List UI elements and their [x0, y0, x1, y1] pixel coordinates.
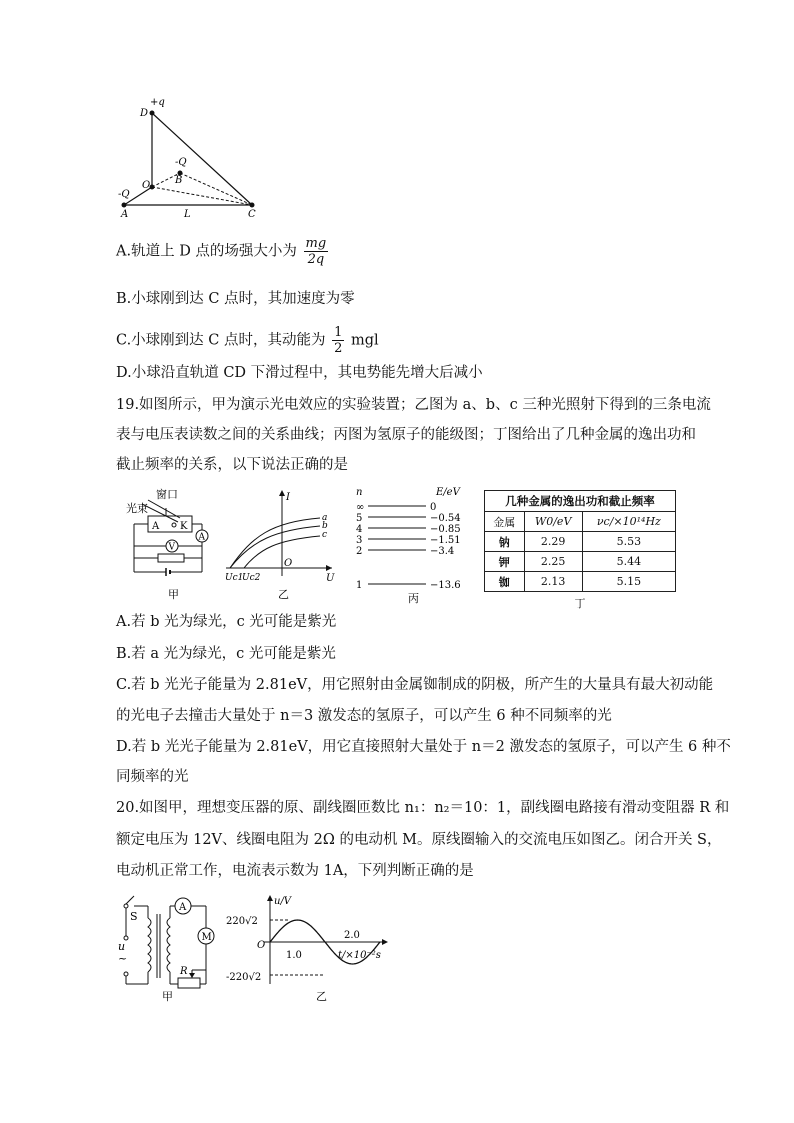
metal-table [484, 511, 676, 592]
work-function: 2.29 [524, 532, 582, 552]
fraction-denominator: 2q [307, 252, 325, 267]
figure-q19-jia-photoelectric-circuit [122, 486, 222, 604]
q19-option-d-line-2: 同频率的光 [116, 769, 189, 785]
cutoff-frequency: 5.15 [582, 572, 675, 592]
label-window: 窗口 [156, 488, 178, 501]
table-row [485, 532, 676, 552]
label-u: u [118, 940, 126, 953]
header-n: n [356, 487, 363, 498]
work-function: 2.13 [524, 572, 582, 592]
energy-level-n: 2 [356, 546, 363, 557]
label-D: D [140, 108, 149, 119]
q20-stem-line-2: 额定电压为 12V、线圈电阻为 2Ω 的电动机 M。原线圈输入的交流电压如图乙。闭合开关 S， [116, 832, 722, 848]
fraction-numerator: 1 [334, 325, 343, 340]
ammeter-label: A [179, 902, 187, 913]
cutoff-frequency: 5.53 [582, 532, 675, 552]
q19-stem-line-2: 表与电压表读数之间的关系曲线；丙图为氢原子的能级图；丁图给出了几种金属的逸出功和 [116, 427, 696, 443]
axis-label-U: U [326, 573, 335, 584]
label-ac-tilde: ~ [118, 952, 128, 965]
label-minus-Q-B: -Q [175, 157, 187, 168]
fraction-numerator: mg [305, 236, 327, 251]
metal-table-header: 金属 [485, 512, 525, 532]
tick-label-ymin: -220√2 [226, 972, 262, 983]
caption-jia-20: 甲 [162, 990, 173, 1003]
metal-name: 铷 [485, 572, 525, 592]
figure-q18-triangle [112, 95, 272, 225]
figure-q19-bing-energy-levels [350, 484, 480, 604]
curve-label-c: c [322, 530, 328, 540]
label-anode: A [152, 521, 160, 532]
label-C: C [248, 209, 256, 220]
q18-option-a [116, 236, 330, 267]
label-L: L [184, 209, 191, 220]
figure-q19-ding-metal-table [484, 490, 676, 611]
header-E: E/eV [436, 487, 460, 498]
voltmeter-label: V [168, 542, 175, 553]
metal-table-title: 几种金属的逸出功和截止频率 [484, 490, 676, 511]
fraction-denominator: 2 [334, 341, 343, 356]
label-minus-Q-A: -Q [118, 189, 130, 200]
q18-option-a-text: A.轨道上 D 点的场强大小为 [116, 243, 297, 260]
caption-yi: 乙 [278, 588, 289, 601]
axis-label-u: u/V [274, 896, 292, 907]
tick-label-t1: 1.0 [286, 950, 302, 961]
label-A: A [121, 209, 129, 220]
metal-name: 钠 [485, 532, 525, 552]
label-O: O [142, 180, 151, 191]
metal-table-header: W0/eV [524, 512, 582, 532]
energy-level-E: −0.85 [430, 524, 461, 535]
cutoff-frequency: 5.44 [582, 552, 675, 572]
energy-level-E: −0.54 [430, 513, 461, 524]
tick-label-uc2: Uc2 [242, 573, 261, 583]
ammeter-label: A [198, 532, 205, 543]
figure-q20-jia-transformer-circuit [112, 892, 222, 1004]
energy-level-list [356, 502, 461, 591]
label-B: B [175, 175, 183, 186]
energy-level-E: −3.4 [430, 546, 455, 557]
curve-label-b: b [322, 521, 328, 531]
energy-level-n: 1 [356, 580, 363, 591]
axis-label-I: I [286, 492, 290, 503]
q18-option-c-text: C.小球刚到达 C 点时，其动能为 [116, 332, 326, 349]
tick-label-ymax: 220√2 [226, 916, 258, 927]
origin-label: O [257, 940, 266, 951]
q19-option-b: B.若 a 光为绿光，c 光可能是紫光 [116, 646, 336, 662]
fraction-one-half [332, 325, 344, 356]
origin-label: O [284, 558, 293, 569]
label-plus-q: +q [150, 97, 165, 108]
energy-level-n: 4 [356, 524, 363, 535]
figure-q20-yi-voltage-waveform [224, 892, 394, 1004]
metal-name: 钾 [485, 552, 525, 572]
table-row [485, 552, 676, 572]
q19-option-c-line-1: C.若 b 光光子能量为 2.81eV，用它照射由金属铷制成的阴极，所产生的大量具有最大初动能 [116, 677, 714, 693]
caption-ding: 丁 [574, 597, 586, 610]
motor-label: M [201, 932, 212, 943]
energy-level-E: 0 [430, 502, 437, 513]
q19-option-a: A.若 b 光为绿光，c 光可能是紫光 [116, 614, 337, 630]
energy-level-n: 3 [356, 535, 363, 546]
q18-option-c-suffix: mgl [351, 332, 379, 349]
q19-option-c-line-2: 的光电子去撞击大量处于 n＝3 激发态的氢原子，可以产生 6 种不同频率的光 [116, 708, 612, 724]
q18-option-b: B.小球刚到达 C 点时，其加速度为零 [116, 291, 355, 307]
q19-option-d-line-1: D.若 b 光光子能量为 2.81eV，用它直接照射大量处于 n＝2 激发态的氢原子，可以产生 6 种不 [116, 739, 731, 755]
tick-label-t2: 2.0 [344, 930, 360, 941]
energy-level-n: ∞ [356, 502, 365, 513]
q18-option-c [116, 325, 379, 356]
q20-stem-line-3: 电动机正常工作，电流表示数为 1A，下列判断正确的是 [116, 863, 474, 879]
axis-label-t: t/×10⁻²s [338, 950, 381, 961]
q19-stem-line-1: 19.如图所示，甲为演示光电效应的实验装置；乙图为 a、b、c 三种光照射下得到的三条电流 [116, 397, 711, 413]
figure-q19-yi-iv-curves [222, 486, 342, 604]
label-R: R [180, 966, 188, 977]
caption-yi-20: 乙 [316, 990, 327, 1003]
energy-level-E: −13.6 [430, 580, 461, 591]
q19-stem-line-3: 截止频率的关系，以下说法正确的是 [116, 457, 348, 473]
metal-table-header: νc/×10¹⁴Hz [582, 512, 675, 532]
metal-table-header-row [485, 512, 676, 532]
caption-jia: 甲 [168, 588, 179, 601]
caption-bing: 丙 [408, 592, 419, 604]
fraction-mg-over-2q [304, 236, 329, 267]
energy-level-E: −1.51 [430, 535, 461, 546]
q18-option-d: D.小球沿直轨道 CD 下滑过程中，其电势能先增大后减小 [116, 365, 483, 381]
label-beam: 光束 [126, 502, 148, 515]
curve-label-a: a [322, 513, 328, 523]
table-row [485, 572, 676, 592]
tick-label-uc1: Uc1 [225, 573, 244, 583]
label-cathode: K [180, 521, 188, 532]
q20-stem-line-1: 20.如图甲，理想变压器的原、副线圈匝数比 n₁：n₂＝10：1，副线圈电路接有滑动变阻器 R 和 [116, 800, 730, 816]
energy-level-n: 5 [356, 513, 363, 524]
work-function: 2.25 [524, 552, 582, 572]
label-switch: S [130, 910, 138, 923]
